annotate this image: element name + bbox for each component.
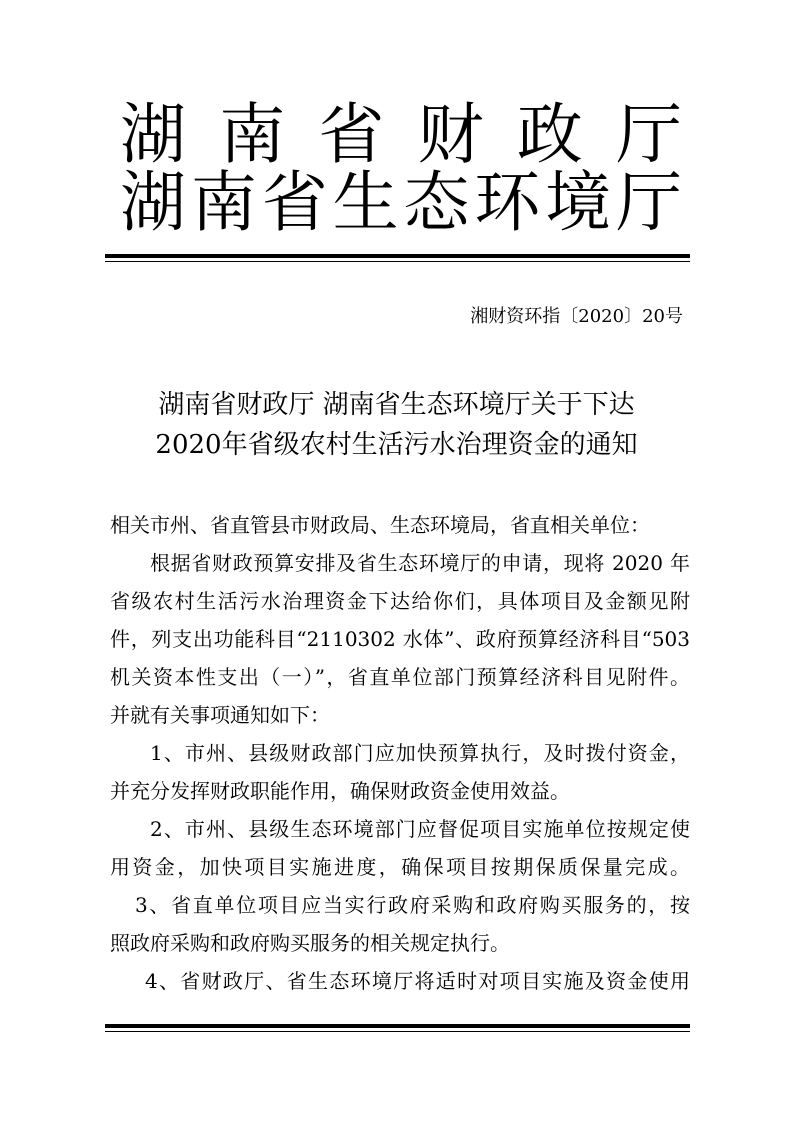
body-line: 并充分发挥财政职能作用，确保财政资金使用效益。 (110, 779, 570, 803)
body-line: 2、市州、县级生态环境部门应督促项目实施单位按规定使 (150, 817, 690, 841)
footer-rule-thin (105, 1031, 690, 1032)
body-line: 省级农村生活污水治理资金下达给你们，具体项目及金额见附 (110, 589, 690, 613)
document-title-line1: 湖南省财政厅 湖南省生态环境厅关于下达 (158, 390, 635, 420)
body-line: 件，列支出功能科目“2110302 水体”、政府预算经济科目“503 (110, 627, 690, 651)
body-line: 3、省直单位项目应当实行政府采购和政府购买服务的，按 (135, 893, 690, 917)
document-number: 湘财资环指〔2020〕20号 (470, 306, 683, 327)
header-rule-thick (105, 254, 690, 258)
footer-rule-thick (105, 1024, 690, 1028)
body-line: 并就有关事项通知如下： (110, 703, 330, 727)
issuer-header-finance: 湖南省财政厅 (120, 96, 682, 173)
issuer-header-environment: 湖南省生态环境厅 (120, 164, 682, 241)
body-line: 相关市州、省直管县市财政局、生态环境局，省直相关单位： (110, 513, 650, 537)
header-rule-thin (105, 261, 690, 262)
body-line: 机关资本性支出（一）”，省直单位部门预算经济科目见附件。 (110, 665, 690, 689)
body-line: 用资金，加快项目实施进度，确保项目按期保质保量完成。 (110, 855, 690, 879)
body-line: 根据省财政预算安排及省生态环境厅的申请，现将 2020 年 (150, 551, 690, 575)
document-title-line2: 2020年省级农村生活污水治理资金的通知 (155, 430, 638, 460)
body-line: 1、市州、县级财政部门应加快预算执行，及时拨付资金， (150, 741, 690, 765)
body-line: 照政府采购和政府购买服务的相关规定执行。 (110, 931, 510, 955)
body-line: 4、省财政厅、省生态环境厅将适时对项目实施及资金使用 (145, 969, 690, 993)
